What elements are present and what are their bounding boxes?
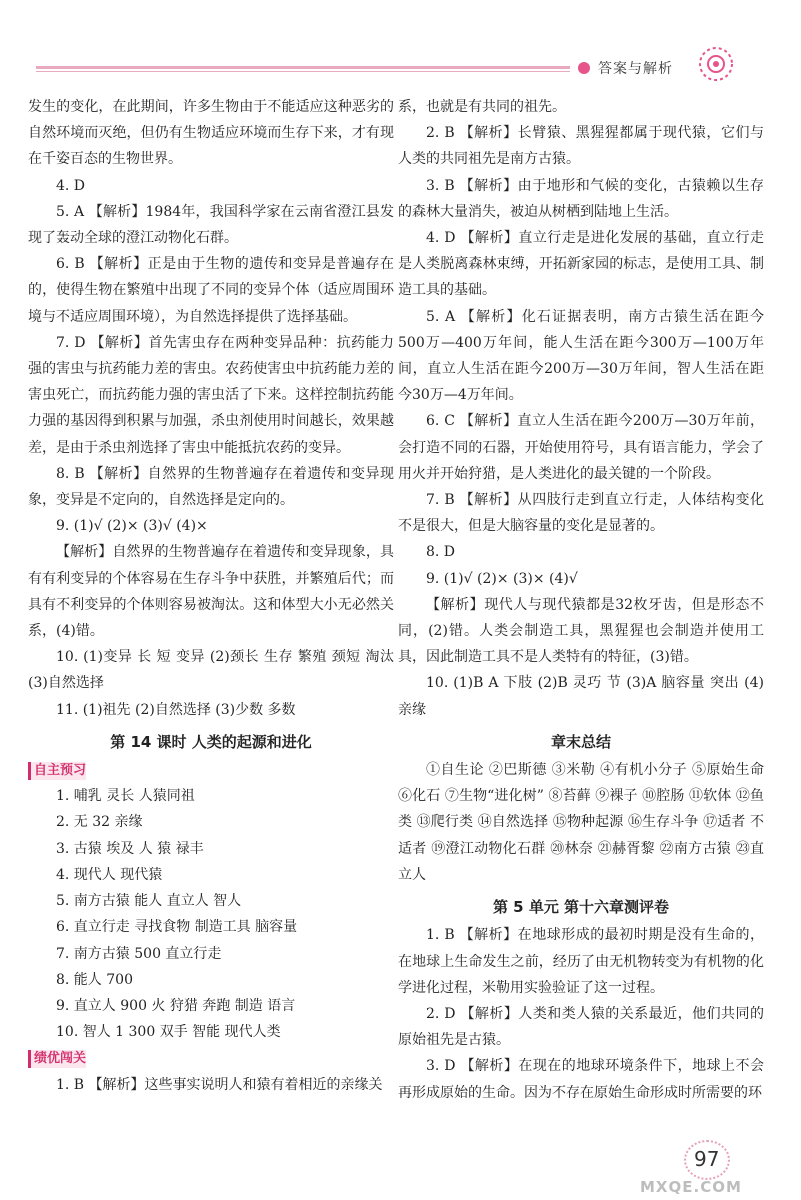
answer-paragraph: 8. B 【解析】自然界的生物普遍存在着遗传和变异现象，变异是不定向的，自然选择是定向的。: [28, 465, 394, 509]
header-bullet-icon: [578, 62, 590, 74]
flower-logo-icon: [696, 44, 736, 84]
answer-paragraph: 4. D: [56, 177, 86, 194]
header-rule: [36, 66, 570, 69]
answer-paragraph: ①自生论 ②巴斯德 ③米勒 ④有机小分子 ⑤原始生命 ⑥化石 ⑦生物“进化树” ⑧苔藓 ⑨裸子 ⑩腔肠 ⑪软体 ⑫鱼类 ⑬爬行类 ⑭自然选择 ⑮物种起源 ⑯生存斗争 ⑰适者 不适者 ⑲澄江动物化石群 ⑳林奈 ㉑赫胥黎 ㉒南方古猿 ㉓直立人: [398, 762, 764, 883]
section-title: 第 5 单元 第十六章测评卷: [492, 898, 670, 917]
answer-paragraph: 2. B 【解析】长臂猿、黑猩猩都属于现代猿，它们与人类的共同祖先是南方古猿。: [398, 125, 764, 168]
answer-paragraph: 6. 直立行走 寻找食物 制造工具 脑容量: [56, 919, 298, 936]
answer-paragraph: 7. D 【解析】首先害虫存在两种变异品种：抗药能力强的害虫与抗药能力差的害虫。农药使害虫中抗药能力差的害虫死亡，而抗药能力强的害虫活了下来。这样控制抗药能力强的基因得到积累与加强，杀虫剂使用时间越长，效果越差，是由于杀虫剂选择了害虫中能抵抗农药的变异。: [28, 334, 394, 456]
right-column: [398, 94, 764, 1106]
answer-paragraph: 1. B 【解析】这些事实说明人和猿有着相近的亲缘关: [56, 1076, 383, 1093]
answer-paragraph: 3. D 【解析】在现在的地球环境条件下，地球上不会再形成原始的生命。因为不存在原始生命形成时所需要的环: [398, 1058, 764, 1101]
answer-paragraph: 6. C 【解析】直立人生活在距今200万—30万年前，会打造不同的石器，开始使用符号，具有语言能力，学会了用火并开始狩猎，是人类进化的最关键的一个阶段。: [398, 413, 764, 482]
watermark-url: MXQE.COM: [640, 1178, 742, 1196]
answer-paragraph: 5. A 【解析】化石证据表明，南方古猿生活在距今500万—400万年间，能人生活在距今300万—100万年间，直立人生活在距今200万—30万年间，智人生活在距今30万—4万年间。: [398, 308, 764, 404]
answer-paragraph: 3. B 【解析】由于地形和气候的变化，古猿赖以生存的森林大量消失，被迫从树栖到陆地上生活。: [398, 177, 764, 220]
answer-paragraph: 10. 智人 1 300 双手 智能 现代人类: [56, 1024, 281, 1041]
header-title: 答案与解析: [598, 61, 673, 77]
answer-paragraph: 10. (1)变异 长 短 变异 (2)颈长 生存 繁殖 颈短 淘汰 (3)自然选择: [28, 649, 394, 692]
answer-paragraph: 4. 现代人 现代猿: [56, 866, 163, 883]
answer-paragraph: 发生的变化，在此期间，许多生物由于不能适应这种恶劣的自然环境而灭绝，但仍有生物适应环境而生存下来，才有现在千姿百态的生物世界。: [28, 99, 394, 168]
section-tag: 自主预习: [28, 762, 86, 780]
answer-paragraph: 7. B 【解析】从四肢行走到直立行走，人体结构变化不是很大，但是大脑容量的变化是显著的。: [398, 492, 764, 535]
answer-paragraph: 4. D 【解析】直立行走是进化发展的基础，直立行走是人类脱离森林束缚，开拓新家园的标志，是使用工具、制造工具的基础。: [398, 230, 764, 299]
section-title: 第 14 课时 人类的起源和进化: [110, 732, 312, 751]
answer-paragraph: 9. 直立人 900 火 狩猎 奔跑 制造 语言: [56, 997, 296, 1014]
answer-paragraph: 2. 无 32 亲缘: [56, 814, 143, 831]
answer-paragraph: 5. 南方古猿 能人 直立人 智人: [56, 893, 242, 910]
answer-paragraph: 1. B 【解析】在地球形成的最初时期是没有生命的，在地球上生命发生之前，经历了由无机物转变为有机物的化学进化过程，米勒用实验验证了这一过程。: [398, 927, 764, 996]
header-rule-thin: [36, 71, 570, 72]
section-title: 章末总结: [550, 732, 611, 751]
answer-paragraph: 【解析】现代人与现代猿都是32枚牙齿，但是形态不同，(2)错。人类会制造工具，黑猩猩也会制造并使用工具，因此制造工具不是人类特有的特征，(3)错。: [398, 596, 764, 666]
answer-paragraph: 6. B 【解析】正是由于生物的遗传和变异是普遍存在的，使得生物在繁殖中出现了不同的变异个体（适应周围环境与不适应周围环境），为自然选择提供了选择基础。: [28, 256, 394, 325]
left-column: [28, 94, 394, 1098]
answer-paragraph: 1. 哺乳 灵长 人猿同祖: [56, 788, 195, 805]
answer-paragraph: 5. A 【解析】1984年，我国科学家在云南省澄江县发现了轰动全球的澄江动物化石群。: [28, 203, 394, 247]
answer-paragraph: 7. 南方古猿 500 直立行走: [56, 945, 222, 962]
section-tag: 绩优闯关: [28, 1050, 86, 1068]
answer-paragraph: 系，也就是有共同的祖先。: [398, 99, 566, 115]
answer-paragraph: 9. (1)√ (2)× (3)× (4)√: [426, 570, 578, 587]
answer-paragraph: 8. 能人 700: [56, 971, 133, 988]
page-header: [0, 0, 801, 90]
answer-paragraph: 9. (1)√ (2)× (3)√ (4)×: [56, 518, 208, 535]
answer-paragraph: 11. (1)祖先 (2)自然选择 (3)少数 多数: [56, 701, 296, 718]
page-number: 97: [694, 1147, 720, 1171]
answer-paragraph: 8. D: [426, 544, 456, 561]
answer-paragraph: 3. 古猿 埃及 人 猿 禄丰: [56, 840, 204, 857]
answer-paragraph: 【解析】自然界的生物普遍存在着遗传和变异现象，具有有利变异的个体容易在生存斗争中获胜，并繁殖后代；而具有不利变异的个体则容易被淘汰。这和体型大小无必然关系，(4)错。: [28, 544, 394, 640]
answer-paragraph: 10. (1)B A 下肢 (2)B 灵巧 节 (3)A 脑容量 突出 (4)亲缘: [398, 675, 764, 718]
answer-paragraph: 2. D 【解析】人类和类人猿的关系最近，他们共同的原始祖先是古猿。: [398, 1005, 764, 1049]
